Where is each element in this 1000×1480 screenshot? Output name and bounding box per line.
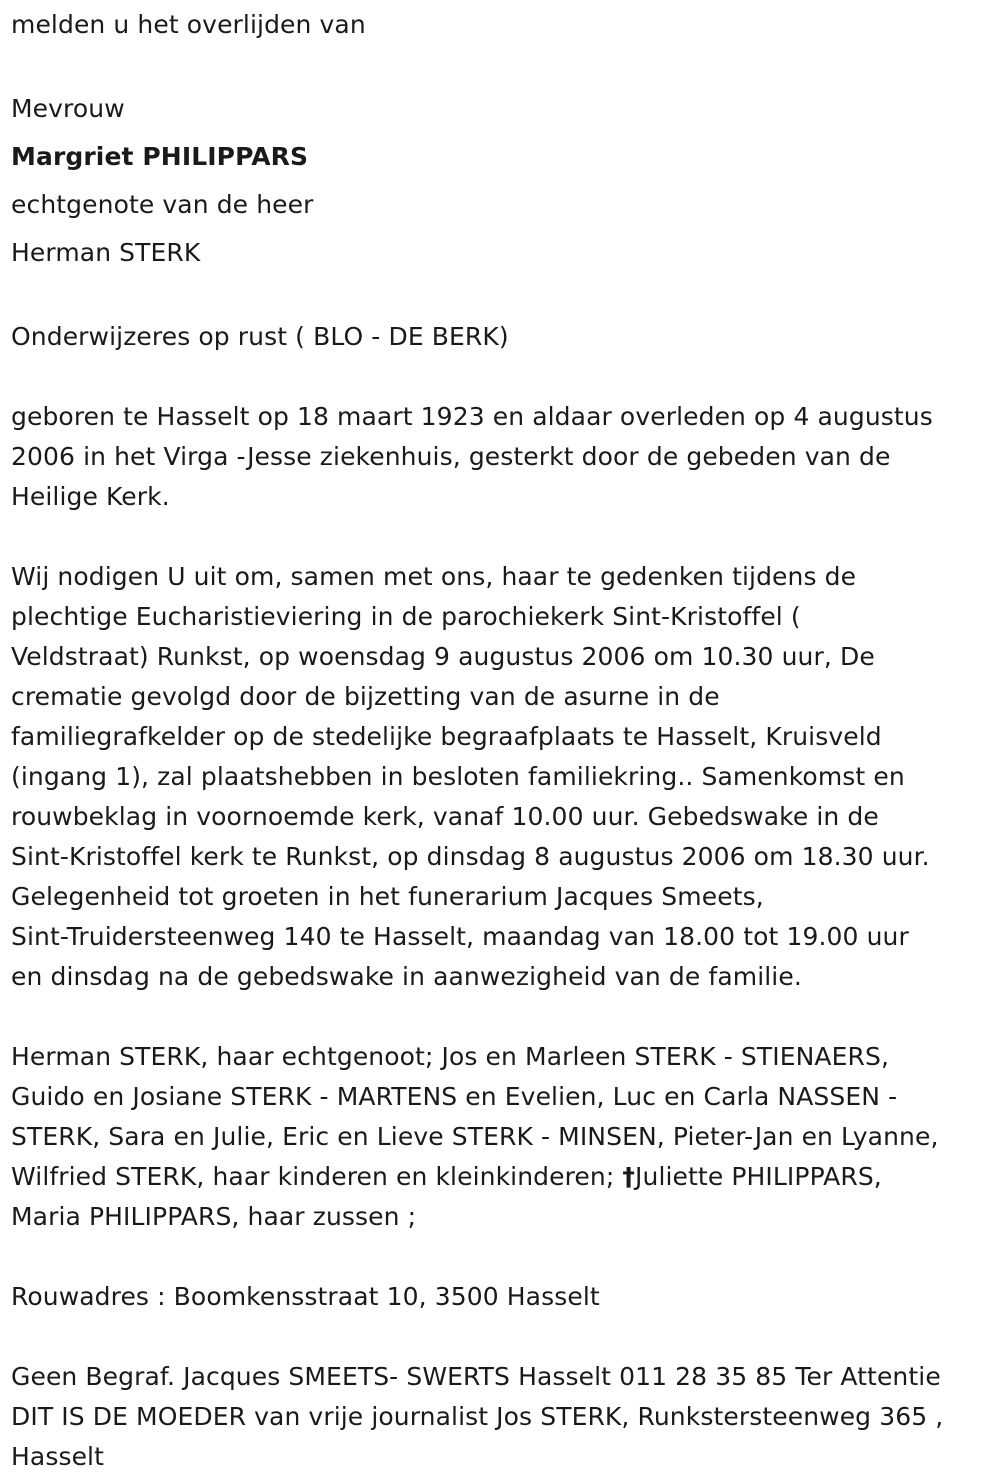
text-line: plechtige Eucharistieviering in de parochiekerk Sint-Kristoffel ( [11, 602, 801, 631]
text-line: Wij nodigen U uit om, samen met ons, haar te gedenken tijdens de [11, 562, 857, 591]
intro-text: melden u het overlijden van [11, 10, 366, 39]
text-line: geboren te Hasselt op 18 maart 1923 en aldaar overleden op 4 augustus [11, 402, 933, 431]
text-line [11, 1157, 991, 1197]
spacer [11, 45, 991, 85]
notes-paragraph [11, 1357, 991, 1477]
family-line-4-start: Wilfried STERK, haar kinderen en kleinkinderen; [11, 1162, 623, 1191]
relation-text: echtgenote van de heer [11, 190, 314, 219]
spacer [11, 517, 991, 557]
occupation-text: Onderwijzeres op rust ( BLO - DE BERK) [11, 322, 509, 351]
text-line: Hasselt [11, 1442, 104, 1471]
text-line: 2006 in het Virga -Jesse ziekenhuis, gesterkt door de gebeden van de [11, 442, 891, 471]
text-line: crematie gevolgd door de bijzetting van de asurne in de [11, 682, 720, 711]
spouse-name: Herman STERK [11, 238, 201, 267]
cross-icon: † [622, 1162, 636, 1191]
spacer [11, 997, 991, 1037]
text-line: Heilige Kerk. [11, 482, 170, 511]
text-line: Guido en Josiane STERK - MARTENS en Evelien, Luc en Carla NASSEN - [11, 1082, 898, 1111]
birth-death-paragraph [11, 397, 991, 517]
text-line: en dinsdag na de gebedswake in aanwezigheid van de familie. [11, 962, 802, 991]
family-line-4-end: Juliette PHILIPPARS, [635, 1162, 882, 1191]
text-line: familiegrafkelder op de stedelijke begraafplaats te Hasselt, Kruisveld [11, 722, 882, 751]
text-line: rouwbeklag in voornoemde kerk, vanaf 10.00 uur. Gebedswake in de [11, 802, 879, 831]
text-line: STERK, Sara en Julie, Eric en Lieve STERK - MINSEN, Pieter-Jan en Lyanne, [11, 1122, 939, 1151]
ceremony-paragraph [11, 557, 991, 997]
family-paragraph [11, 1037, 991, 1237]
spacer [11, 1237, 991, 1277]
text-line: Geen Begraf. Jacques SMEETS- SWERTS Hasselt 011 28 35 85 Ter Attentie [11, 1362, 941, 1391]
text-line: Maria PHILIPPARS, haar zussen ; [11, 1202, 417, 1231]
text-line: Gelegenheid tot groeten in het funerarium Jacques Smeets, [11, 882, 764, 911]
text-line: (ingang 1), zal plaatshebben in besloten familiekring.. Samenkomst en [11, 762, 905, 791]
text-line: Veldstraat) Runkst, op woensdag 9 augustus 2006 om 10.30 uur, De [11, 642, 875, 671]
text-line: Sint-Kristoffel kerk te Runkst, op dinsdag 8 augustus 2006 om 18.30 uur. [11, 842, 930, 871]
death-notice [11, 5, 991, 1477]
mourning-address: Rouwadres : Boomkensstraat 10, 3500 Hasselt [11, 1282, 600, 1311]
spacer [11, 277, 991, 317]
honorific: Mevrouw [11, 94, 125, 123]
text-line: Herman STERK, haar echtgenoot; Jos en Marleen STERK - STIENAERS, [11, 1042, 890, 1071]
spacer [11, 1317, 991, 1357]
text-line: DIT IS DE MOEDER van vrije journalist Jos STERK, Runkstersteenweg 365 , [11, 1402, 944, 1431]
deceased-name: Margriet PHILIPPARS [11, 142, 309, 171]
spacer [11, 357, 991, 397]
text-line: Sint-Truidersteenweg 140 te Hasselt, maandag van 18.00 tot 19.00 uur [11, 922, 909, 951]
